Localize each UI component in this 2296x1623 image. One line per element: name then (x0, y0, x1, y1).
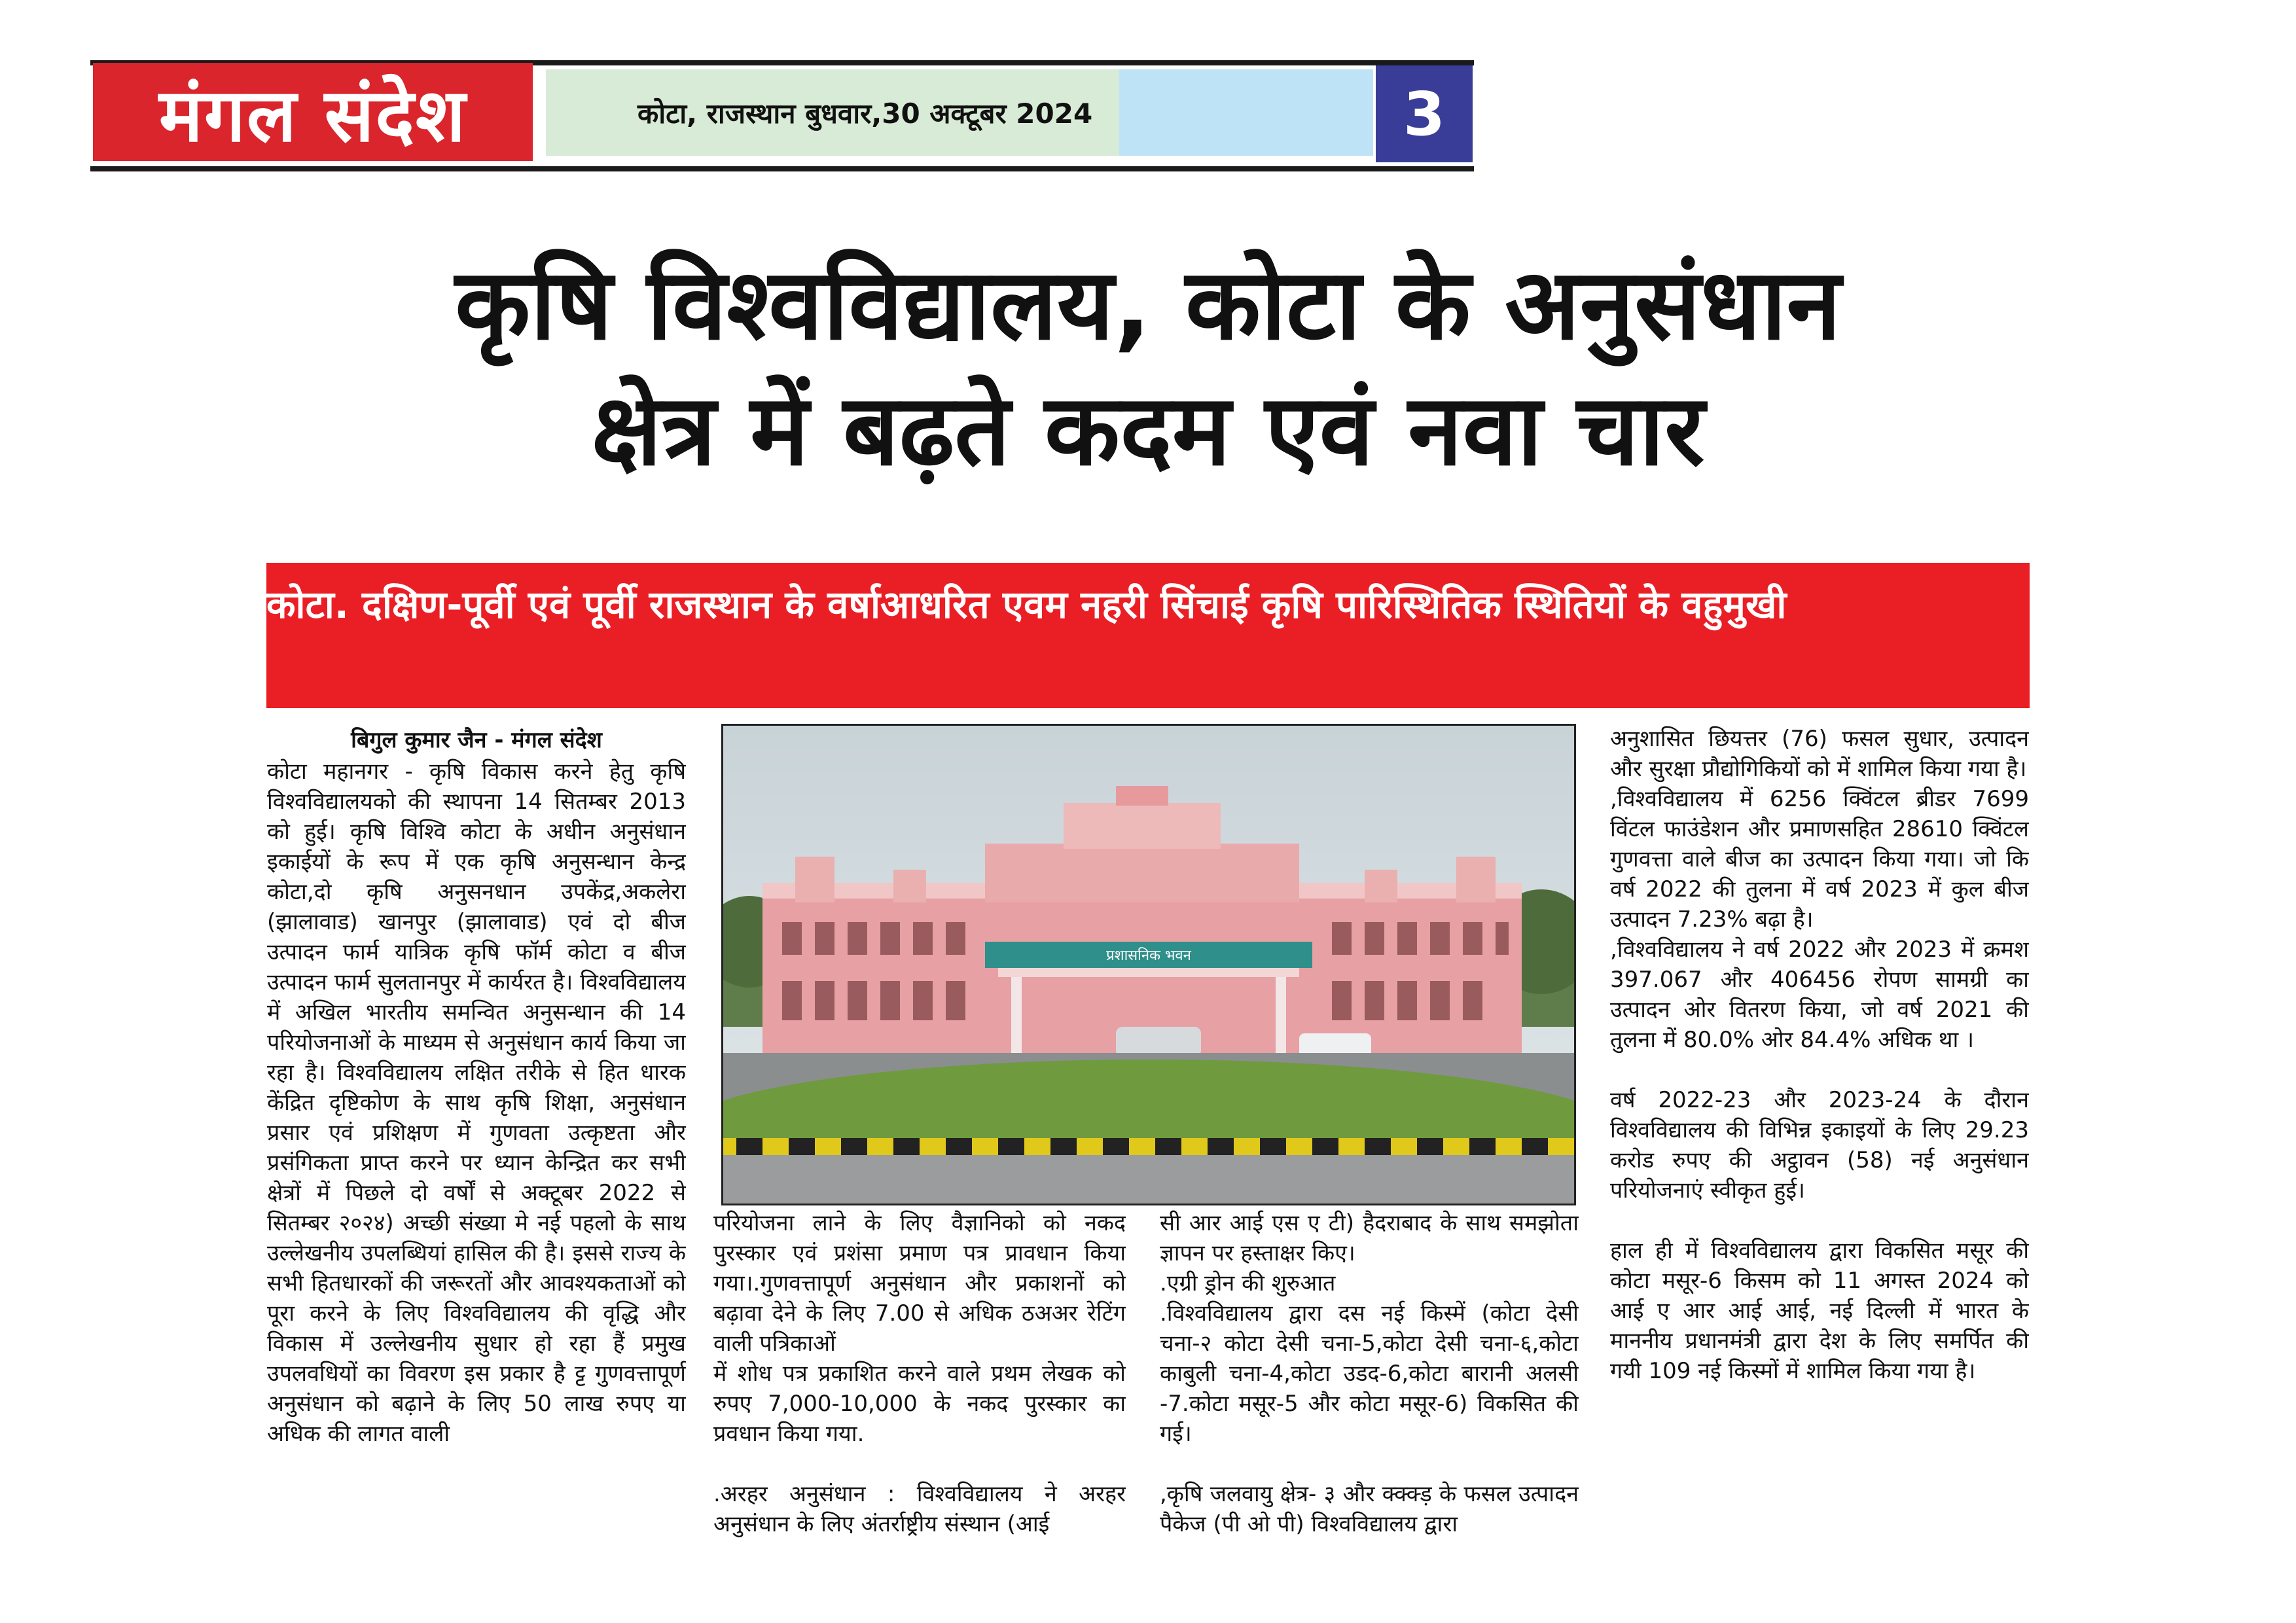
newspaper-brand (93, 63, 533, 161)
column-4-para-2: ,विश्वविद्यालय में 6256 क्विंटल ब्रीडर 7699 विंटल फाउंडेशन और प्रमाणसहित 28610 क्विंटल गुणवत्ता वाले बीज का उत्पादन किया गया। जो कि वर्ष 2022 की तुलना में वर्ष 2023 में कुल बीज उत्पादन 7.23% बढ़ा है। (1610, 786, 2029, 933)
column-4-para-5: हाल ही में विश्वविद्यालय द्वारा विकसित मसूर की कोटा मसूर-6 किसम को 11 अगस्त 2024 को आई ए आर आई आई, नई दिल्ली में भारत के माननीय प्रधानमंत्री द्वारा देश के लिए समर्पित की गयी 109 नई किस्मों में शामिल किया गया है। (1610, 1238, 2029, 1384)
paragraph-gap (713, 1449, 1126, 1479)
masthead-blue-panel (1119, 69, 1373, 156)
column-2-para-2: में शोध पत्र प्रकाशित करने वाले प्रथम लेखक को रुपए 7,000-10,000 के नकद पुरस्कार का प्रवधान किया गया. (713, 1361, 1126, 1447)
article-photo (721, 724, 1576, 1205)
building-sign-text: प्रशासनिक भवन (1106, 948, 1191, 964)
paragraph-gap (1610, 1205, 2029, 1236)
byline: बिगुल कुमार जैन - मंगल संदेश (351, 727, 602, 753)
page-number: 3 (1403, 79, 1445, 149)
dateline-box (546, 69, 1119, 156)
column-1-text: कोटा महानगर - कृषि विकास करने हेतु कृषि विश्वविद्यालयको की स्थापना 14 सितम्बर 2013 को हुई। कृषि विश्वि कोटा के अधीन अनुसंधान इकाईयों के रूप में एक कृषि अनुसन्धान केन्द्र कोटा,दो कृषि अनुसनधान उपकेंद्र,अकलेरा (झालावाड) खानपुर (झालावाड) एवं दो बीज उत्पादन फार्म यात्रिक कृषि फॉर्म कोटा व बीज उत्पादन फार्म सुलतानपुर में कार्यरत है। विश्वविद्यालय में अखिल भारतीय समन्वित अनुसन्धान की 14 परियोजनाओं के माध्यम से अनुसंधान कार्य किया जा रहा है। विश्वविद्यालय लक्षित तरीके से हित धारक केंद्रित दृष्टिकोण के साथ कृषि शिक्षा, अनुसंधान प्रसार एवं प्रशिक्षण में गुणवता उत्कृष्टता और प्रसंगिकता प्राप्त करने पर ध्यान केन्द्रित कर सभी क्षेत्रों में पिछले दो वर्षों से अक्टूबर 2022 से सितम्बर २०२४) अच्छी संख्या मे नई पहलो के साथ उल्लेखनीय उपलब्धियां हासिल की है। इससे राज्य के सभी हितधारकों की जरूरतों और आवश्यकताओं को पूरा करने के लिए विश्वविद्यालय की वृद्धि और विकास में उल्लेखनीय सुधार हो रहा हैं प्रमुख उपलवधियों का विवरण इस प्रकार है ट्ट गुणवत्तापूर्ण अनुसंधान को बढ़ाने के लिए 50 लाख रुपए या अधिक की लागत वाली (267, 758, 686, 1447)
paragraph-gap (1160, 1449, 1579, 1479)
article-column-3 (1160, 1208, 1579, 1588)
masthead (90, 60, 1474, 171)
article-column-4 (1610, 724, 2029, 1588)
masthead-bottom-rule (90, 166, 1474, 171)
headline-line-2: क्षेत्र में बढ़ते कदम एवं नवा चार (591, 374, 1705, 488)
column-2-para-1: परियोजना लाने के लिए वैज्ञानिको को नकद पुरस्कार एवं प्रशंसा प्रमाण पत्र प्रावधान किया गया।.गुणवत्तापूर्ण अनुसंधान और प्रकाशनों को बढ़ावा देने के लिए 7.00 से अधिक ठअअर रेटिंग वाली पत्रिकाओं (713, 1210, 1126, 1357)
article-column-1 (267, 725, 686, 1589)
column-4-para-3: ,विश्वविद्यालय ने वर्ष 2022 और 2023 में क्रमश 397.067 और 406456 रोपण सामग्री का उत्पादन ओर वितरण किया, जो वर्ष 2021 की तुलना में 80.0% ओर 84.4% अधिक था । (1610, 936, 2029, 1053)
column-3-para-2: .एग्री ड्रोन की शुरुआत (1160, 1270, 1336, 1296)
column-3-para-3: .विश्वविद्यालय द्वारा दस नई किस्में (कोटा देसी चना-२ कोटा देसी चना-5,कोटा देसी चना-६,कोटा काबुली चना-4,कोटा उडद-6,कोटा बारानी अलसी -7.कोटा मसूर-5 और कोटा मसूर-6) विकसित की गई। (1160, 1300, 1579, 1447)
banner-text: कोटा. दक्षिण-पूर्वी एवं पूर्वी राजस्थान के वर्षाआधरित एवम नहरी सिंचाई कृषि पारिस्थितिक स्थितियों के वहुमुखी (266, 582, 1787, 627)
headline-line-1: कृषि विश्वविद्यालय, कोटा के अनुसंधान (455, 248, 1841, 362)
paragraph-gap (1610, 1055, 2029, 1085)
subheading-banner (266, 563, 2030, 708)
article-column-2 (713, 1208, 1126, 1588)
column-4-para-1: अनुशासित छियत्तर (76) फसल सुधार, उत्पादन और सुरक्षा प्रौद्योगिकियों को में शामिल किया गया है। (1610, 726, 2029, 782)
column-4-para-4: वर्ष 2022-23 और 2023-24 के दौरान विश्वविद्यालय की विभिन्न इकाइयों के लिए 29.23 करोड रुपए की अट्ठावन (58) नई अनुसंधान परियोजनाएं स्वीकृत हुई। (1610, 1087, 2029, 1204)
column-2-para-3: .अरहर अनुसंधान : विश्वविद्यालय ने अरहर अनुसंधान के लिए अंतर्राष्ट्रीय संस्थान (आई (713, 1481, 1126, 1537)
column-3-para-4: ,कृषि जलवायु क्षेत्र- ३ और क्क्क्ड़ के फसल उत्पादन पैकेज (पी ओ पी) विश्वविद्यालय द्वारा (1160, 1481, 1579, 1537)
dateline: कोटा, राजस्थान बुधवार,30 अक्टूबर 2024 (637, 97, 1093, 130)
column-3-para-1: सी आर आई एस ए टी) हैदराबाद के साथ समझोता ज्ञापन पर हस्ताक्षर किए। (1160, 1210, 1579, 1266)
page-number-box (1376, 65, 1473, 162)
brand-name: मंगल संदेश (158, 73, 467, 158)
headline (131, 242, 2165, 493)
building-photo-illustration (723, 726, 1574, 1204)
